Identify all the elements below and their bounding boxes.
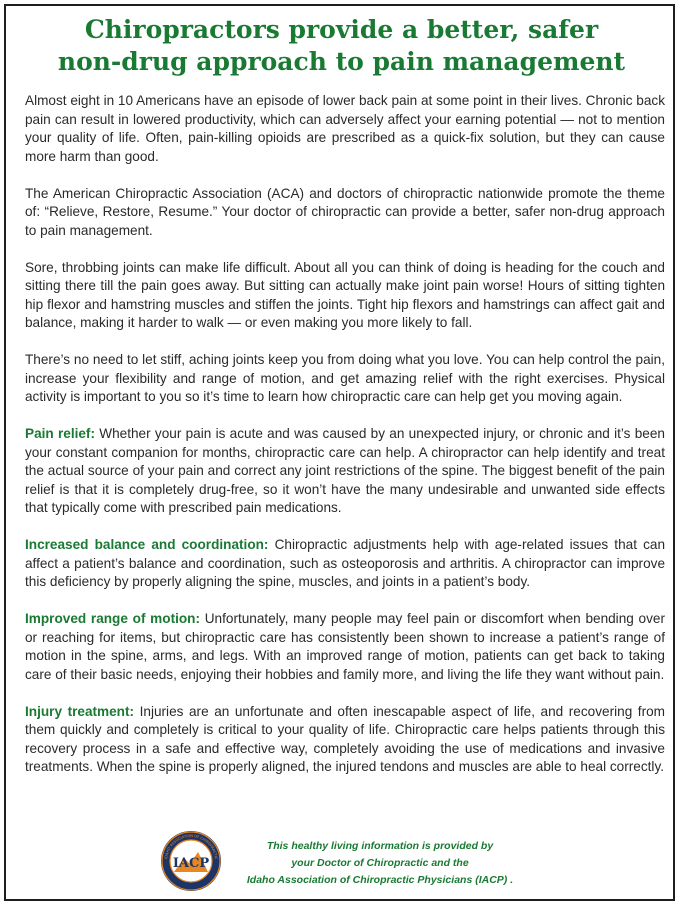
page-title — [0, 14, 683, 78]
section-balance — [25, 536, 665, 592]
iacp-logo — [160, 830, 222, 892]
article-body — [25, 92, 665, 795]
section-text: Chiropractic adjustments help with age-related issues that can affect a patient’s balance and coordination, such as osteoporosis and arthritis. A chiropractor can improve this deficiency by properly aligning the spine, muscles, and joints in a patient’s body. — [25, 537, 666, 589]
footer-line-1: This healthy living information is provided by — [266, 840, 494, 852]
title-line-1: Chiropractors provide a better, safer — [84, 15, 599, 44]
section-text: Injuries are an unfortunate and often inescapable aspect of life, and recovering from them quickly and completely is critical to your quality of life. Chiropractic care helps patients through this recovery process in a safe and effective way, completely avoiding the use of medications and invasive treatments. When the spine is properly aligned, the injured tendons and muscles are able to heal correctly. — [25, 703, 665, 774]
section-text: Unfortunately, many people may feel pain or discomfort when bending over or reaching for items, but chiropractic care has consistently been shown to increase a patient’s range of motion in the spine, arms, and legs. With an improved range of motion, patients can get back to taking care of their basic needs, enjoying their hobbies and family more, and living the life they want without pain. — [25, 611, 665, 682]
section-heading: Improved range of motion: — [25, 611, 201, 626]
logo-text: IACP — [172, 856, 210, 871]
title-line-2: non-drug approach to pain management — [57, 47, 626, 76]
section-pain-relief — [25, 425, 665, 518]
section-range-of-motion — [25, 610, 665, 684]
logo-ring-text: IDAHO ASSOCIATION OF CHIROPRACTIC — [164, 833, 218, 860]
intro-paragraph-1: Almost eight in 10 Americans have an episode of lower back pain at some point in their lives. Chronic back pain can result in lowered productivity, which can adversely affect your earning potential — not to mention your quality of life. Often, pain-killing opioids are prescribed as a quick-fix solution, but they can cause more harm than good. — [25, 93, 666, 164]
intro-paragraph-4: There’s no need to let stiff, aching joints keep you from doing what you love. You can help control the pain, increase your flexibility and range of motion, and get amazing relief with the right exercises. Physical activity is important to you so it’s time to learn how chiropractic care can help get you moving again. — [25, 352, 665, 404]
footer-credit — [230, 838, 530, 889]
footer-line-2: your Doctor of Chiropractic and the — [291, 857, 469, 869]
section-injury-treatment — [25, 703, 665, 777]
footer-line-3: Idaho Association of Chiropractic Physicians (IACP) . — [246, 874, 514, 886]
section-heading: Pain relief: — [25, 426, 95, 441]
section-text: Whether your pain is acute and was caused by an unexpected injury, or chronic and it’s been your constant companion for months, chiropractic care can help. A chiropractor can help identify and treat the actual source of your pain and correct any joint restrictions of the spine. The biggest benefit of the pain relief is that it is completely drug-free, so it won’t have the many undesirable and unwanted side effects that typically come with prescribed pain medications. — [25, 426, 665, 515]
intro-paragraph-3: Sore, throbbing joints can make life difficult. About all you can think of doing is heading for the couch and sitting there till the pain goes away. But sitting can actually make joint pain worse! Hours of sitting tighten hip flexor and hamstring muscles and stiffen the joints. Tight hip flexors and hamstrings can affect gait and balance, making it harder to walk — or even making you more likely to fall. — [25, 259, 665, 330]
section-heading: Increased balance and coordination: — [25, 537, 269, 552]
section-heading: Injury treatment: — [25, 703, 135, 719]
intro-paragraph-2: The American Chiropractic Association (ACA) and doctors of chiropractic nationwide promote the theme of: “Relieve, Restore, Resume.” Your doctor of chiropractic can provide a better, safer non-drug approach to pain management. — [25, 185, 665, 238]
